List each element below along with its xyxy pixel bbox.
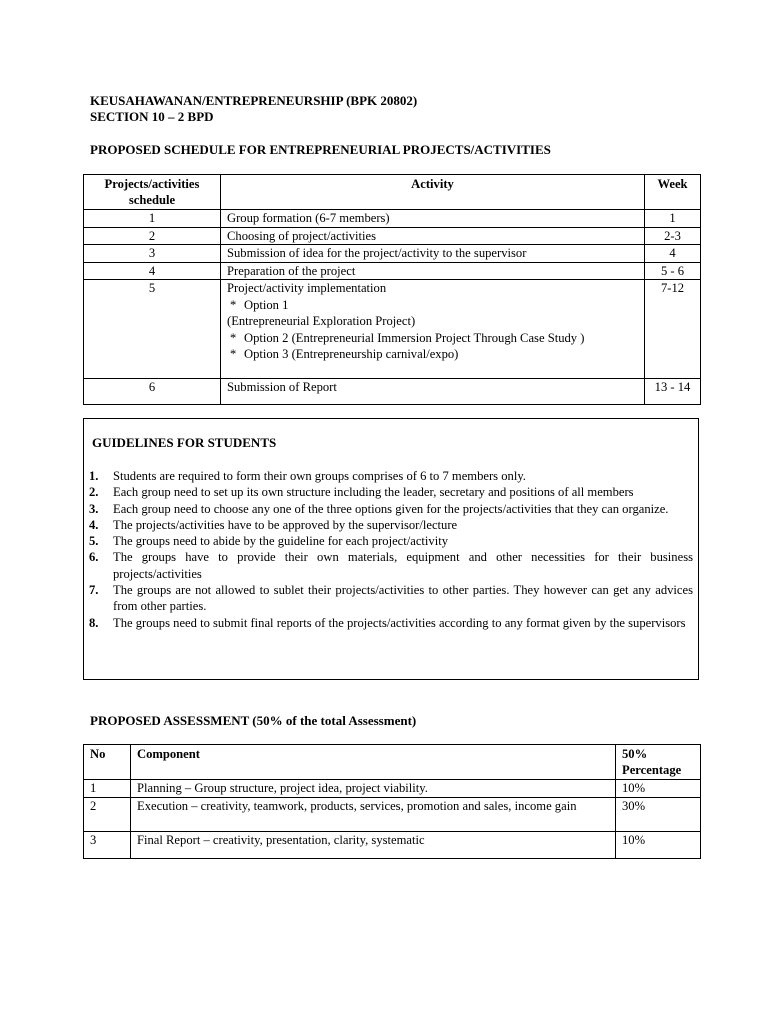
- option-1: [227, 297, 638, 314]
- item-number: 1.: [89, 469, 99, 483]
- row-percentage: 30%: [616, 797, 701, 831]
- item-text: The groups are not allowed to sublet their projects/activities to other parties. They however can get any advices from other parties.: [113, 583, 693, 614]
- list-item: [89, 615, 693, 631]
- assessment-header-row: [84, 745, 701, 780]
- row-number: 1: [84, 210, 221, 228]
- table-row: [84, 831, 701, 858]
- table-row: [84, 780, 701, 798]
- row-percentage: 10%: [616, 831, 701, 858]
- asterisk-icon: *: [230, 330, 237, 345]
- row-activity: Submission of idea for the project/activity to the supervisor: [221, 245, 645, 263]
- item-text: The groups need to abide by the guideline for each project/activity: [113, 534, 449, 549]
- list-item: [89, 549, 693, 582]
- row-week: 1: [645, 210, 701, 228]
- list-item: [89, 533, 693, 549]
- list-item: [89, 468, 693, 484]
- row-activity: Preparation of the project: [221, 262, 645, 280]
- document-header: [90, 93, 417, 125]
- item-text: Students are required to form their own groups comprises of 6 to 7 members only.: [113, 469, 526, 483]
- row-percentage: 10%: [616, 780, 701, 798]
- option-3: [227, 346, 638, 363]
- guidelines-title: GUIDELINES FOR STUDENTS: [92, 435, 277, 450]
- option-2: [227, 330, 638, 347]
- list-item: [89, 501, 693, 517]
- list-item: [89, 484, 693, 500]
- item-number: 2.: [89, 485, 99, 500]
- row-number: 2: [84, 797, 131, 831]
- schedule-table: [83, 174, 701, 405]
- table-row: [84, 227, 701, 245]
- assessment-table: [83, 744, 701, 859]
- section-label: SECTION 10 – 2 BPD: [90, 109, 214, 124]
- item-number: 8.: [89, 615, 99, 630]
- item-number: 3.: [89, 501, 99, 516]
- asterisk-icon: *: [230, 297, 237, 312]
- assessment-col-no: No: [84, 745, 131, 780]
- percentage-header-line2: Percentage: [622, 763, 682, 777]
- item-text: The projects/activities have to be approved by the supervisor/lecture: [113, 517, 458, 532]
- option-1-detail: (Entrepreneurial Exploration Project): [227, 314, 416, 328]
- row-week: 5 - 6: [645, 262, 701, 280]
- table-row: [84, 245, 701, 263]
- item-number: 7.: [89, 583, 99, 598]
- schedule-title: PROPOSED SCHEDULE FOR ENTREPRENEURIAL PROJECTS/ACTIVITIES: [90, 142, 551, 157]
- item-number: 4.: [89, 517, 99, 532]
- option-3-label: Option 3 (Entrepreneurship carnival/expo): [244, 347, 459, 361]
- row-activity: Choosing of project/activities: [221, 227, 645, 245]
- guidelines-box: [83, 418, 699, 680]
- row-activity: Submission of Report: [221, 379, 645, 405]
- row-week: 2-3: [645, 227, 701, 245]
- asterisk-icon: *: [230, 347, 237, 361]
- row-number: 2: [84, 227, 221, 245]
- course-title: KEUSAHAWANAN/ENTREPRENEURSHIP (BPK 20802): [90, 93, 418, 108]
- item-number: 6.: [89, 550, 99, 565]
- row-activity: Group formation (6-7 members): [221, 210, 645, 228]
- item-text: Each group need to choose any one of the three options given for the projects/activities that they can organize.: [113, 501, 669, 516]
- assessment-col-percentage: [616, 745, 701, 780]
- table-row: [84, 262, 701, 280]
- list-item: [89, 582, 693, 615]
- row-activity: [221, 280, 645, 379]
- option-1-label: Option 1: [244, 297, 289, 312]
- row-number: 1: [84, 780, 131, 798]
- schedule-col-week: Week: [645, 175, 701, 210]
- schedule-header-row: [84, 175, 701, 210]
- table-row: [84, 210, 701, 228]
- row-number: 6: [84, 379, 221, 405]
- schedule-col-activity: Activity: [221, 175, 645, 210]
- row-week: 7-12: [645, 280, 701, 379]
- item-text: The groups have to provide their own materials, equipment and other necessities for their business projects/activities: [113, 550, 693, 581]
- list-item: [89, 517, 693, 533]
- table-row: [84, 797, 701, 831]
- row-component: Execution – creativity, teamwork, products, services, promotion and sales, income gain: [131, 797, 616, 831]
- item-text: The groups need to submit final reports of the projects/activities according to any format given by the supervisors: [113, 615, 686, 630]
- row-number: 4: [84, 262, 221, 280]
- percentage-header-line1: 50%: [622, 747, 648, 761]
- table-row: [84, 280, 701, 379]
- assessment-col-component: Component: [131, 745, 616, 780]
- row-number: 3: [84, 831, 131, 858]
- schedule-col-no: Projects/activities schedule: [84, 175, 221, 210]
- item-number: 5.: [89, 534, 99, 549]
- row-week: 4: [645, 245, 701, 263]
- assessment-title: PROPOSED ASSESSMENT (50% of the total Assessment): [90, 713, 417, 728]
- row-component: Final Report – creativity, presentation, clarity, systematic: [131, 831, 616, 858]
- option-2-label: Option 2 (Entrepreneurial Immersion Project Through Case Study ): [244, 330, 585, 345]
- row-component: Planning – Group structure, project idea, project viability.: [131, 780, 616, 798]
- row-number: 5: [84, 280, 221, 379]
- guidelines-list: [89, 468, 693, 631]
- item-text: Each group need to set up its own structure including the leader, secretary and positions of all members: [113, 485, 634, 500]
- table-row: [84, 379, 701, 405]
- row-week: 13 - 14: [645, 379, 701, 405]
- row-number: 3: [84, 245, 221, 263]
- implementation-label: Project/activity implementation: [227, 281, 387, 295]
